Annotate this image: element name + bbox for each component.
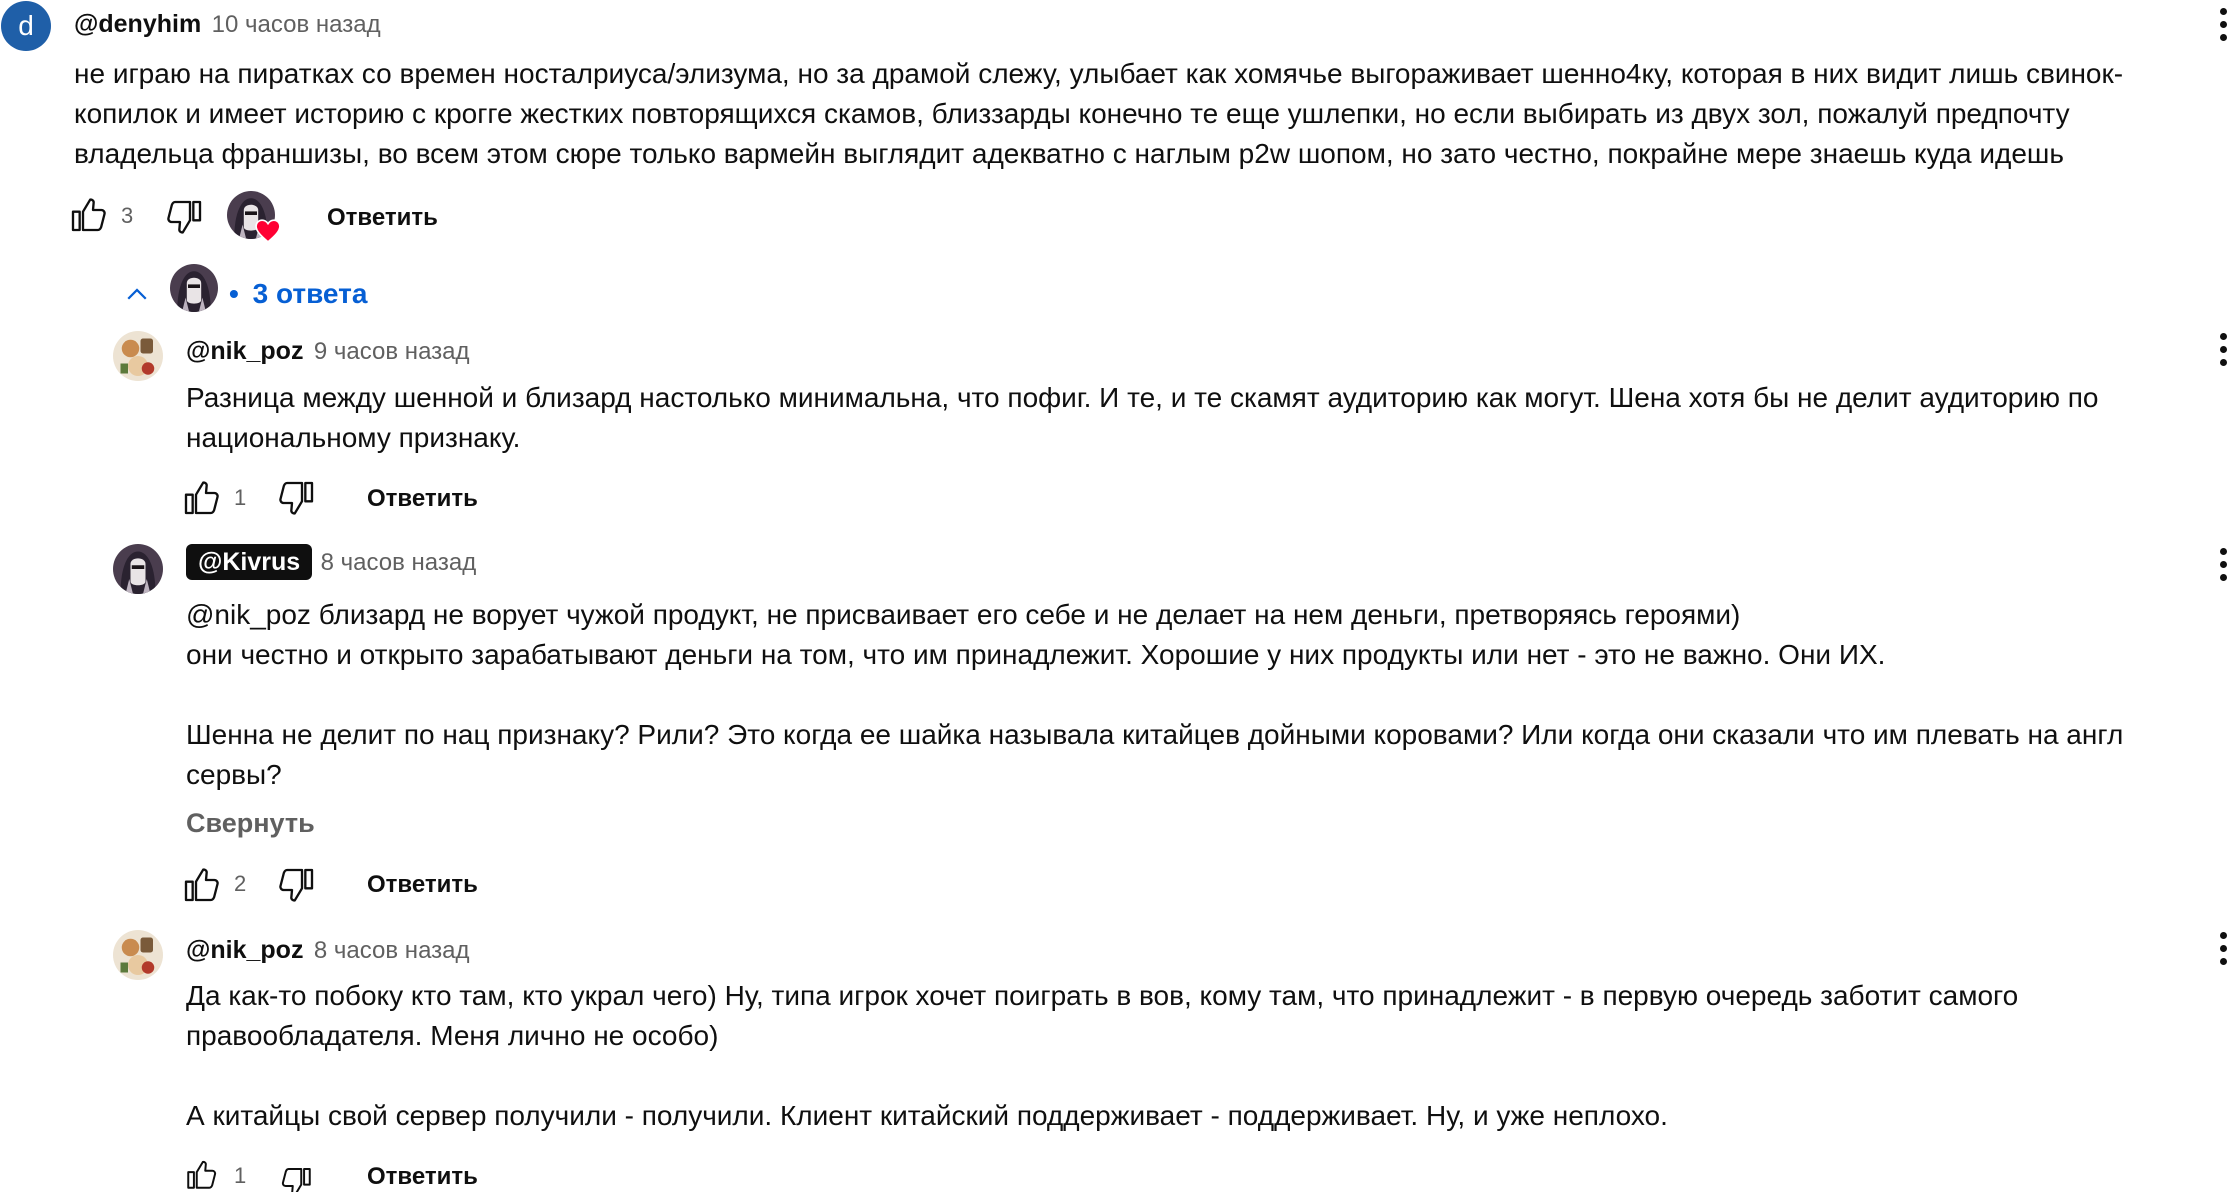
author-name[interactable]: @denyhim — [74, 10, 202, 38]
like-count: 1 — [234, 1163, 247, 1188]
chevron-up-icon[interactable] — [122, 280, 152, 310]
comment-header — [186, 936, 470, 965]
reply-button[interactable]: Ответить — [367, 485, 478, 512]
collapse-link[interactable]: Свернуть — [186, 808, 315, 838]
comment-text: не играю на пиратках со времен носталриуса/элизума, но за драмой слежу, улыбает как хомячье выгораживает шенно4ку, которая в них видит лишь свинок- копилок и имеет историю с крогге жестких повторящихся скамов, близзарды конечно те еще ушлепки, но если выбирать из двух зол, пожалуй предпочту владельца франшизы, во всем этом сюре только вармейн выглядит адекватно с наглым p2w шопом, но зато честно, покрайне мере знаешь куда идешь — [74, 58, 2124, 169]
comment-text: @nik_poz близард не ворует чужой продукт, не присваивает его себе и не делает на нем деньги, претворяясь героями) они честно и открыто зарабатывают деньги на том, что им принадлежит. Хорошие у них продукты или нет - это не важно. Они ИХ. Шенна не делит по нац признаку? Рили? Это когда ее шайка называла китайцев дойными коровами? Или когда они сказали что им плевать на англ сервы? — [186, 599, 2124, 790]
avatar[interactable] — [113, 544, 163, 594]
author-name[interactable]: @Kivrus — [186, 544, 312, 580]
thumbs-up-icon[interactable] — [181, 1158, 221, 1192]
replies-toggle[interactable]: • 3 ответа — [229, 278, 368, 309]
thumbs-up-icon[interactable] — [181, 865, 221, 905]
reply-button[interactable]: Ответить — [327, 204, 438, 231]
timestamp[interactable]: 8 часов назад — [313, 937, 470, 964]
author-name[interactable]: @nik_poz — [186, 936, 304, 964]
more-options-icon[interactable] — [2217, 8, 2229, 41]
thumbs-up-icon[interactable] — [68, 195, 108, 235]
avatar[interactable]: d — [1, 1, 51, 51]
timestamp[interactable]: 8 часов назад — [320, 549, 477, 576]
timestamp[interactable]: 10 часов назад — [211, 11, 381, 38]
thumbs-down-icon[interactable] — [165, 197, 205, 237]
thumbs-down-icon[interactable] — [277, 478, 317, 518]
comment-header — [186, 337, 470, 366]
timestamp[interactable]: 9 часов назад — [313, 338, 470, 365]
comment-text: Да как-то побоку кто там, кто украл чего) Ну, типа игрок хочет поиграть в вов, кому там, что принадлежит - в первую очередь заботит самого правообладателя. Меня лично не особо) А китайцы свой сервер получили - получили. Клиент китайский поддерживает - поддерживает. Ну, и уже неплохо. — [186, 980, 2019, 1131]
like-count: 3 — [121, 203, 134, 228]
comment-text: Разница между шенной и близард настолько минимальна, что пофиг. И те, и те скамят аудиторию как могут. Шена хотя бы не делит аудиторию по национальному признаку. — [186, 382, 2099, 453]
avatar[interactable] — [113, 331, 163, 381]
more-options-icon[interactable] — [2217, 548, 2229, 581]
thumbs-up-icon[interactable] — [181, 478, 221, 518]
comment-header — [186, 548, 476, 577]
thumbs-down-icon[interactable] — [277, 865, 317, 905]
reply-button[interactable]: Ответить — [367, 871, 478, 898]
replies-avatar — [170, 264, 218, 312]
thumbs-down-icon[interactable] — [277, 1158, 317, 1192]
comment-header — [74, 10, 381, 39]
heart-icon — [255, 219, 281, 243]
more-options-icon[interactable] — [2217, 932, 2229, 965]
avatar[interactable] — [113, 930, 163, 980]
more-options-icon[interactable] — [2217, 333, 2229, 366]
like-count: 1 — [234, 485, 247, 510]
reply-button[interactable]: Ответить — [367, 1163, 478, 1190]
like-count: 2 — [234, 871, 247, 896]
author-name[interactable]: @nik_poz — [186, 337, 304, 365]
